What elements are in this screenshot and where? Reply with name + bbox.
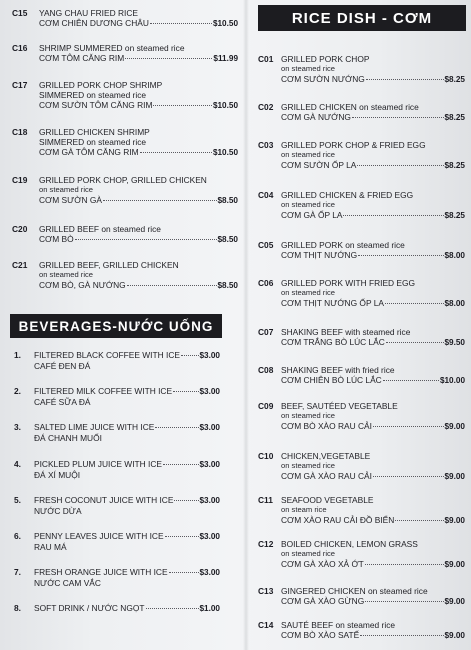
item-viet: CƠM THỊT NƯỚNG	[281, 250, 358, 260]
item-viet: CAFÉ ĐEN ĐÁ	[34, 361, 91, 371]
dot-leader	[150, 23, 212, 24]
dot-leader	[373, 476, 444, 477]
dot-leader	[366, 79, 444, 80]
dot-leader	[146, 608, 199, 609]
item-name: GRILLED BEEF, GRILLED CHICKEN	[39, 260, 179, 270]
item-price: $9.00	[444, 560, 465, 569]
item-code: C09	[258, 401, 274, 411]
item-viet: RAU MÁ	[34, 542, 67, 552]
item-sub: on steamed rice	[281, 461, 336, 470]
dot-leader	[343, 215, 443, 216]
item-code: C02	[258, 102, 274, 112]
item-code: 2.	[14, 386, 21, 396]
item-code: 3.	[14, 422, 21, 432]
item-price: $10.50	[212, 148, 238, 157]
item-price: $8.00	[444, 251, 465, 260]
item-sub: on steamed rice	[39, 185, 94, 194]
dot-leader	[386, 342, 444, 343]
item-code: C10	[258, 451, 274, 461]
dot-leader	[358, 255, 443, 256]
item-price: $1.00	[199, 604, 220, 613]
item-price: $3.00	[199, 460, 220, 469]
item-name-2: SIMMERED on steamed rice	[39, 90, 147, 100]
item-price: $3.00	[199, 351, 220, 360]
dot-leader	[174, 500, 198, 501]
item-sub: on steamed rice	[281, 411, 336, 420]
dot-leader	[173, 391, 198, 392]
item-price: $9.00	[444, 516, 465, 525]
item-name: GINGERED CHICKEN on steamed rice	[281, 586, 428, 596]
item-viet: NƯỚC DỪA	[34, 506, 82, 516]
item-name: PICKLED PLUM JUICE WITH ICE	[34, 459, 162, 469]
item-price: $3.00	[199, 387, 220, 396]
item-name: BEEF, SAUTÉED VEGETABLE	[281, 401, 398, 411]
item-name: GRILLED PORK WITH FRIED EGG	[281, 278, 416, 288]
item-price: $8.50	[217, 281, 238, 290]
item-name: GRILLED CHICKEN & FRIED EGG	[281, 190, 414, 200]
item-name: SAUTÉ BEEF on steamed rice	[281, 620, 396, 630]
item-sub: on steamed rice	[281, 288, 336, 297]
item-code: 1.	[14, 350, 21, 360]
item-price: $3.00	[199, 423, 220, 432]
item-code: 5.	[14, 495, 21, 505]
item-price: $11.99	[213, 54, 238, 63]
item-viet: CƠM GÀ XÀO XẢ ỚT	[281, 559, 364, 569]
item-name: SHAKING BEEF with fried rice	[281, 365, 395, 375]
item-price: $8.00	[444, 299, 465, 308]
beverages-banner: BEVERAGES-NƯỚC UỐNG	[10, 314, 222, 338]
item-price: $9.50	[444, 338, 465, 347]
item-name: GRILLED PORK CHOP, GRILLED CHICKEN	[39, 175, 207, 185]
item-viet: CƠM THỊT NƯỚNG ỐP LA	[281, 298, 384, 308]
rice-dish-banner: RICE DISH - CƠM	[258, 5, 466, 31]
item-viet: CƠM GÀ XÀO GỪNG	[281, 596, 365, 606]
item-viet: CƠM CHIÊN DƯƠNG CHÂU	[39, 18, 149, 28]
item-name: SALTED LIME JUICE WITH ICE	[34, 422, 155, 432]
item-name: GRILLED PORK CHOP & FRIED EGG	[281, 140, 426, 150]
item-sub: on steamed rice	[281, 200, 336, 209]
item-price: $8.50	[217, 235, 238, 244]
item-viet: ĐÁ XÍ MUỘI	[34, 470, 81, 480]
item-sub: on steam rice	[281, 505, 327, 514]
dot-leader	[169, 572, 199, 573]
item-viet: ĐÁ CHANH MUỐI	[34, 433, 102, 443]
item-price: $10.50	[212, 19, 238, 28]
item-viet: NƯỚC CAM VẮC	[34, 578, 101, 588]
item-code: 8.	[14, 603, 21, 613]
item-name: SHAKING BEEF with steamed rice	[281, 327, 411, 337]
item-sub: on steamed rice	[281, 64, 336, 73]
item-name: GRILLED CHICKEN SHRIMP	[39, 127, 150, 137]
item-code: 7.	[14, 567, 21, 577]
item-name: CHICKEN,VEGETABLE	[281, 451, 371, 461]
item-name: SHRIMP SUMMERED on steamed rice	[39, 43, 185, 53]
item-code: C20	[12, 224, 28, 234]
dot-leader	[373, 426, 444, 427]
item-viet: CƠM GÀ TÔM CĂNG RIM	[39, 147, 139, 157]
item-price: $9.00	[444, 597, 465, 606]
item-name: BOILED CHICKEN, LEMON GRASS	[281, 539, 418, 549]
item-price: $8.25	[444, 161, 465, 170]
item-price: $9.00	[444, 472, 465, 481]
item-code: C13	[258, 586, 274, 596]
item-price: $3.00	[199, 568, 220, 577]
item-code: C03	[258, 140, 274, 150]
item-viet: CƠM GÀ ỐP LA	[281, 210, 343, 220]
item-viet: CAFÉ SỮA ĐÁ	[34, 397, 91, 407]
item-name: SOFT DRINK / NƯỚC NGỌT	[34, 603, 145, 613]
item-code: C08	[258, 365, 274, 375]
item-viet: CƠM SƯỜN ỐP LA	[281, 160, 357, 170]
item-name: GRILLED PORK on steamed rice	[281, 240, 405, 250]
item-code: C19	[12, 175, 28, 185]
item-price: $8.25	[444, 75, 465, 84]
item-viet: CƠM XÀO RAU CẢI ĐỒ BIỂN	[281, 515, 395, 525]
item-code: C14	[258, 620, 274, 630]
dot-leader	[385, 303, 444, 304]
item-code: 4.	[14, 459, 21, 469]
item-name: SEAFOOD VEGETABLE	[281, 495, 374, 505]
item-name: YANG CHAU FRIED RICE	[39, 8, 138, 18]
item-name: GRILLED CHICKEN on steamed rice	[281, 102, 419, 112]
item-name: FRESH ORANGE JUICE WITH ICE	[34, 567, 168, 577]
dot-leader	[75, 239, 217, 240]
item-sub: on steamed rice	[281, 150, 336, 159]
item-price: $3.00	[199, 496, 220, 505]
dot-leader	[127, 285, 217, 286]
item-viet: CƠM GÀ NƯỚNG	[281, 112, 351, 122]
dot-leader	[153, 105, 211, 106]
item-code: C18	[12, 127, 28, 137]
item-code: C11	[258, 495, 273, 505]
item-name: FRESH COCONUT JUICE WITH ICE	[34, 495, 174, 505]
dot-leader	[181, 355, 199, 356]
item-viet: CƠM BÒ	[39, 234, 74, 244]
item-price: $8.25	[444, 113, 465, 122]
item-viet: CƠM TÔM CĂNG RIM	[39, 53, 125, 63]
item-code: C16	[12, 43, 28, 53]
item-name: GRILLED BEEF on steamed rice	[39, 224, 161, 234]
dot-leader	[395, 520, 443, 521]
item-viet: CƠM TRẮNG BÒ LÚC LẮC	[281, 337, 385, 347]
item-name: PENNY LEAVES JUICE WITH ICE	[34, 531, 164, 541]
item-code: C12	[258, 539, 274, 549]
item-code: C06	[258, 278, 274, 288]
item-code: C21	[12, 260, 28, 270]
dot-leader	[365, 601, 443, 602]
item-name: GRILLED PORK CHOP SHRIMP	[39, 80, 163, 90]
item-sub: on steamed rice	[39, 270, 94, 279]
item-sub: on steamed rice	[281, 549, 336, 558]
item-name-2: SIMMERED on steamed rice	[39, 137, 147, 147]
item-name: FILTERED BLACK COFFEE WITH ICE	[34, 350, 180, 360]
item-viet: CƠM SƯỜN TÔM CĂNG RIM	[39, 100, 153, 110]
dot-leader	[125, 58, 212, 59]
item-viet: CƠM SƯỜN GÀ	[39, 195, 102, 205]
dot-leader	[360, 635, 443, 636]
item-price: $10.00	[439, 376, 465, 385]
dot-leader	[383, 380, 439, 381]
item-viet: CƠM BÒ, GÀ NƯỚNG	[39, 280, 126, 290]
item-code: C01	[258, 54, 274, 64]
item-name: FILTERED MILK COFFEE WITH ICE	[34, 386, 173, 396]
item-price: $9.00	[444, 422, 465, 431]
item-price: $8.25	[444, 211, 465, 220]
item-code: 6.	[14, 531, 21, 541]
item-code: C15	[12, 8, 28, 18]
item-code: C05	[258, 240, 274, 250]
dot-leader	[365, 564, 444, 565]
item-price: $3.00	[199, 532, 220, 541]
dot-leader	[140, 152, 212, 153]
item-price: $8.50	[217, 196, 238, 205]
item-code: C07	[258, 327, 274, 337]
item-code: C04	[258, 190, 274, 200]
item-code: C17	[12, 80, 28, 90]
dot-leader	[163, 464, 199, 465]
dot-leader	[103, 200, 217, 201]
item-viet: CƠM BÒ XÀO SATẾ	[281, 630, 360, 640]
item-viet: CƠM GÀ XÀO RAU CẢI	[281, 471, 372, 481]
dot-leader	[155, 427, 198, 428]
page-fold	[243, 0, 249, 650]
item-viet: CƠM BÒ XÀO RAU CẢI	[281, 421, 372, 431]
dot-leader	[357, 165, 443, 166]
item-price: $10.50	[212, 101, 238, 110]
item-name: GRILLED PORK CHOP	[281, 54, 370, 64]
dot-leader	[352, 117, 444, 118]
item-viet: CƠM SƯỜN NƯỚNG	[281, 74, 365, 84]
dot-leader	[165, 536, 199, 537]
item-price: $9.00	[444, 631, 465, 640]
item-viet: CƠM CHIÊN BÒ LÚC LẮC	[281, 375, 382, 385]
